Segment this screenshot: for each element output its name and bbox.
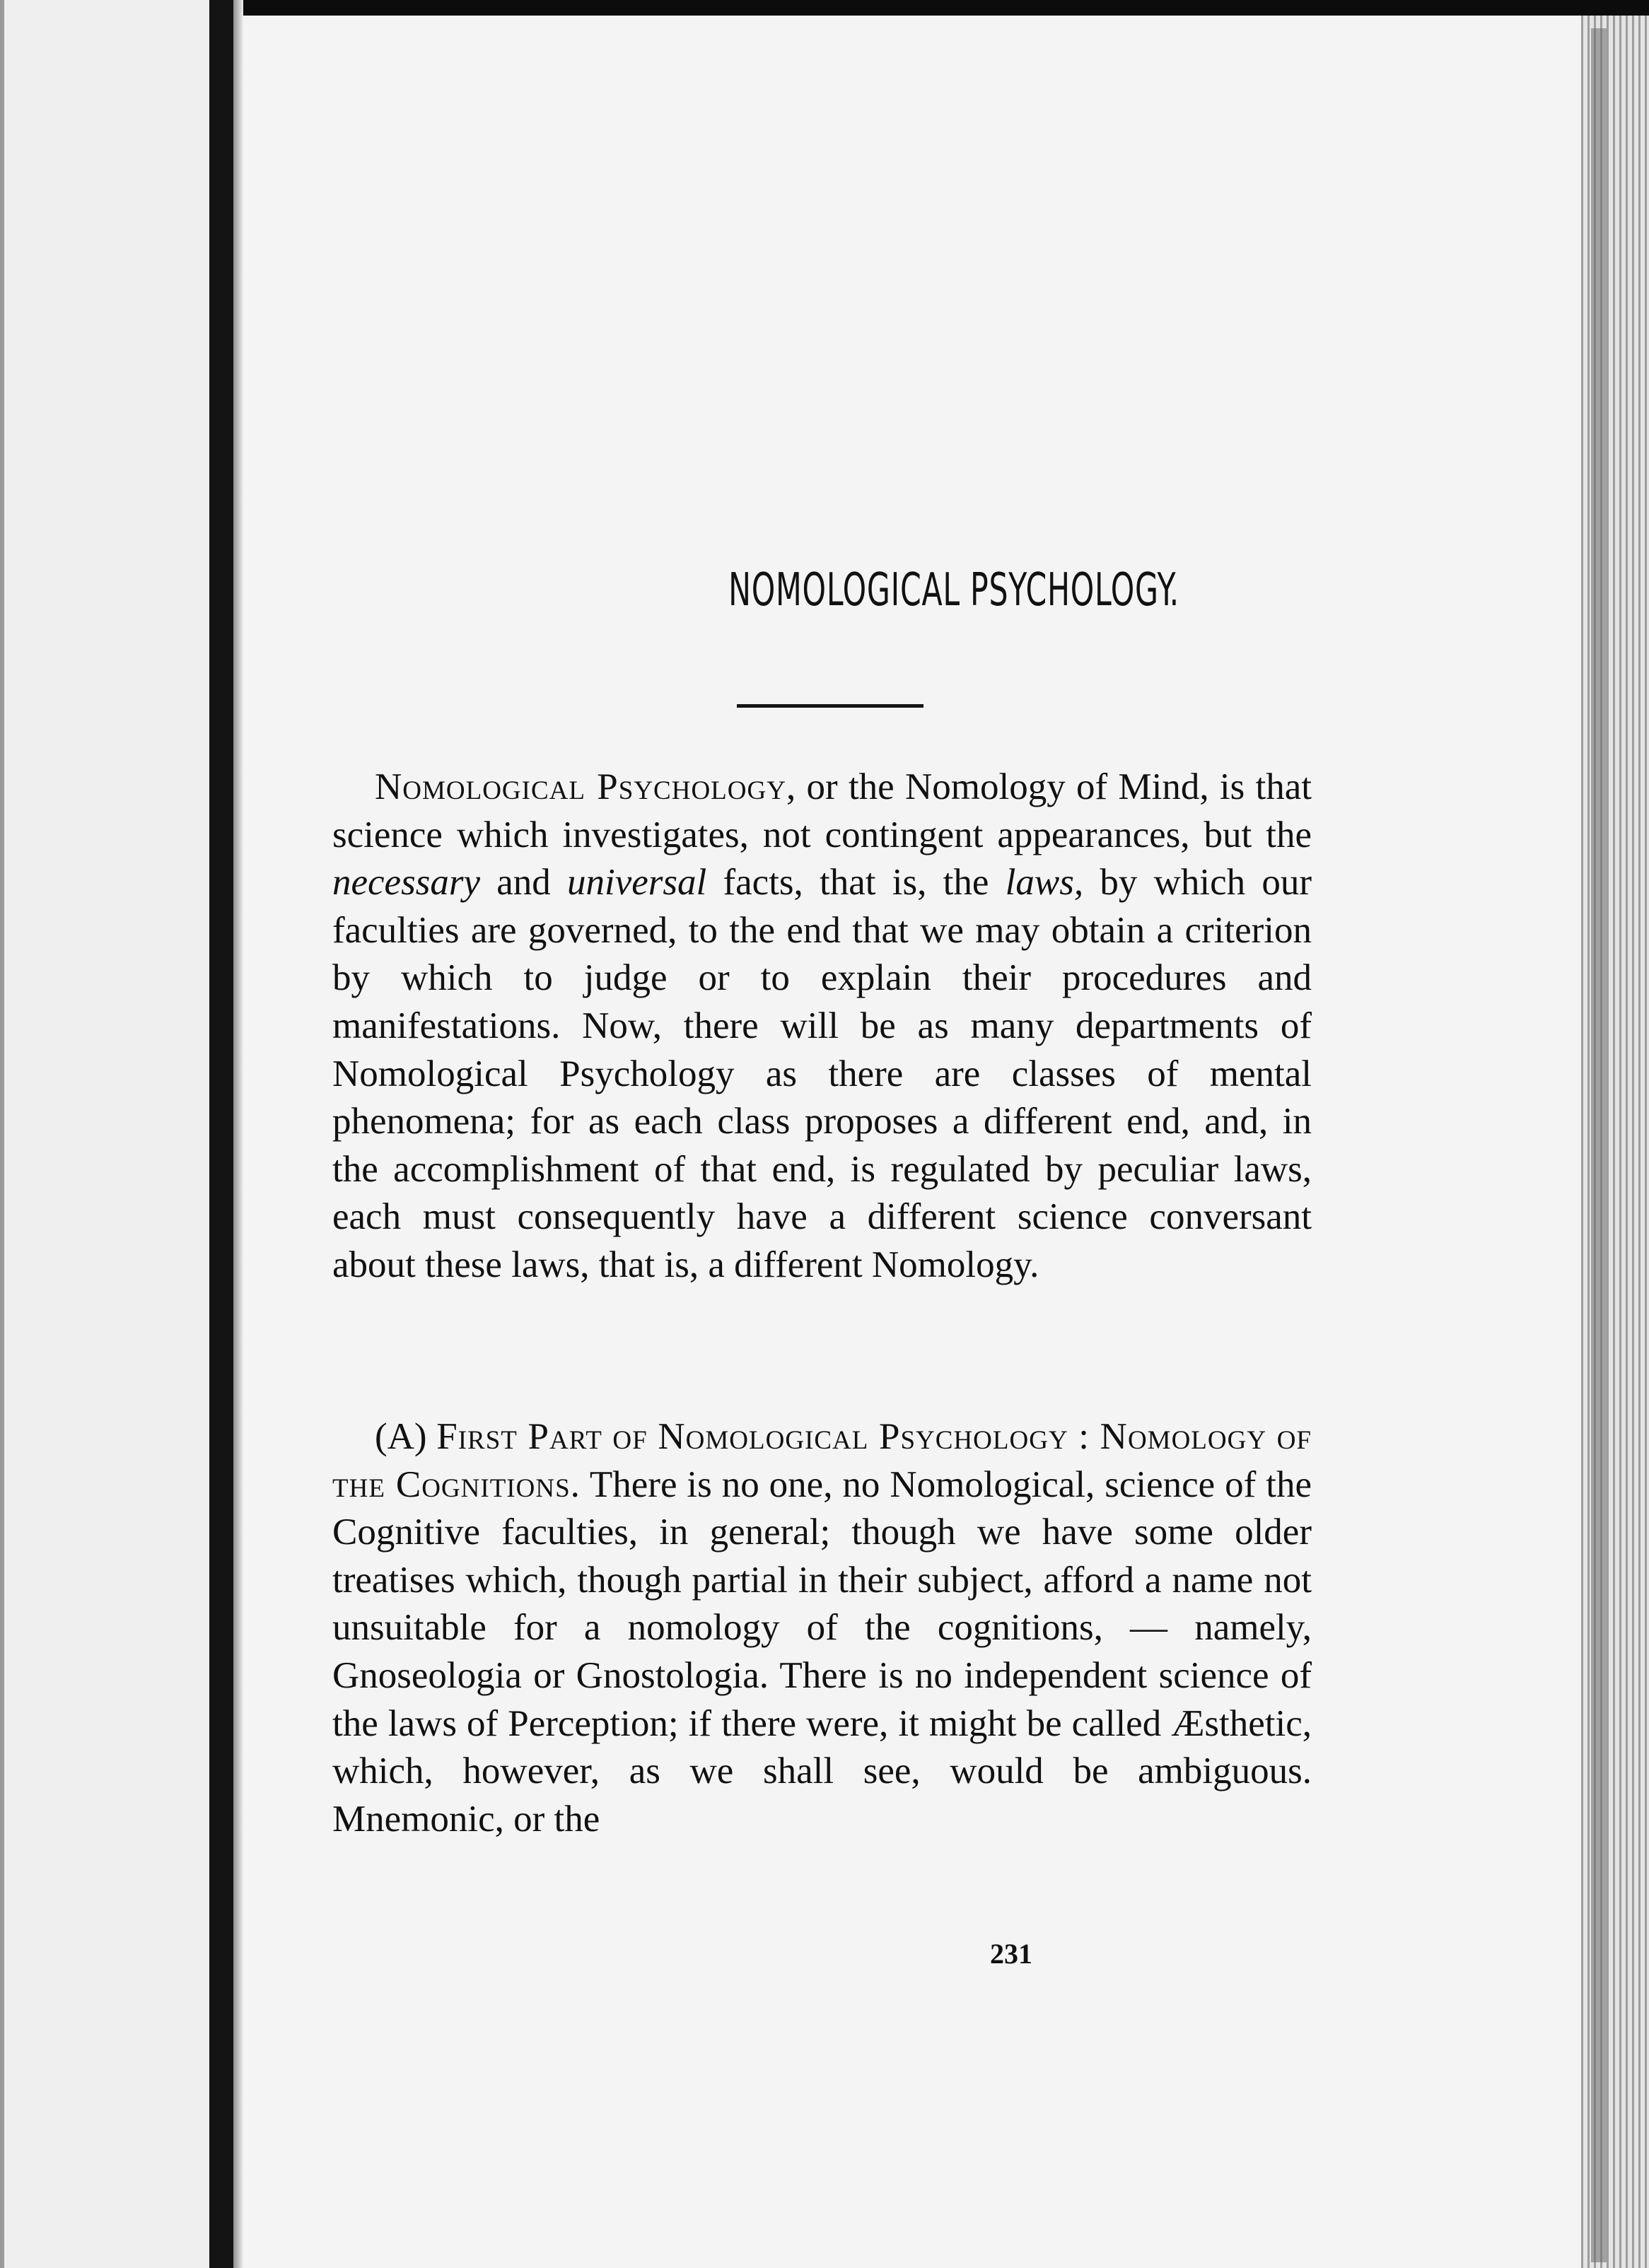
paragraph-text: by which our faculties are governed, to the end that we may obtain a criterion by which to judge or to explain their procedures and manifestations. Now, there will be as many departments of Nomological Psychology as there are classes of mental phenomena; for as each class proposes a different end, and, in the accomplishment of that end, is regulated by peculiar laws, each must consequently have a different science conversant about these laws, that is, a different Nomology.	[332, 862, 1312, 1285]
section-heading: First Part of Nomological Psychology : Nomology of the Cognitions.	[332, 1416, 1312, 1505]
paragraph-text: , or the Nomology of Mind, is that science which investigates, not contingent appearances, but the	[332, 766, 1312, 855]
paragraph-first-part	[332, 1413, 1312, 1843]
title-rule	[737, 704, 923, 708]
paragraph-text: facts, that is, the	[706, 862, 1006, 904]
emphasis-necessary: necessary	[332, 862, 480, 904]
emphasis-laws: laws,	[1005, 862, 1084, 904]
section-marker: (A)	[375, 1416, 437, 1457]
paragraph-text: There is no one, no Nomological, science of the Cognitive faculties, in general; though we have some older treatises which, though partial in their subject, afford a name not unsuitable for a nomology of the cognitions, — namely, Gnoseologia or Gnostologia. There is no independent science of the laws of Perception; if there were, it might be called Æsthetic, which, however, as we shall see, would be ambiguous. Mnemonic, or the	[332, 1463, 1312, 1840]
paragraph-text: and	[479, 862, 568, 904]
paragraph-introduction	[332, 764, 1312, 1290]
left-page-edge	[0, 0, 4, 2268]
left-page	[0, 0, 212, 2268]
book-gutter	[209, 0, 233, 2268]
scan-top-border	[0, 0, 1649, 16]
gutter-shadow	[233, 0, 243, 2268]
lead-small-caps: Nomological Psychology	[375, 766, 786, 807]
page-edges-shadow	[1591, 28, 1607, 2262]
emphasis-universal: universal	[567, 862, 707, 904]
page-number: 231	[990, 1938, 1032, 1970]
page-title: NOMOLOGICAL PSYCHOLOGY.	[728, 564, 1179, 616]
